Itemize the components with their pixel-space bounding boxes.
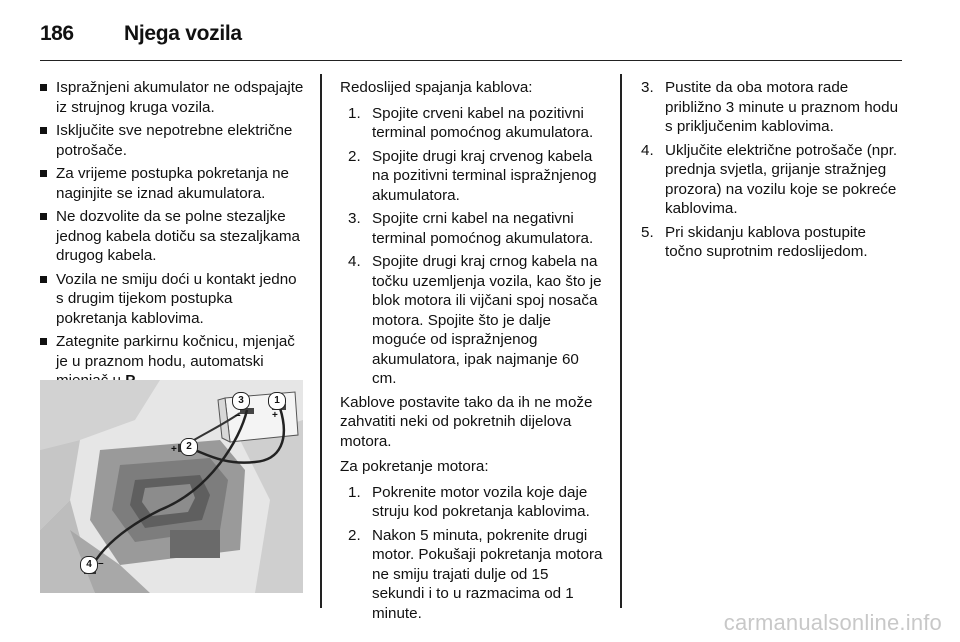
list-item: 4. Spojite drugi kraj crnog kabela na točku uzemljenja vozila, kao što je blok motora ili vijčani spoj nosača motora. Spojite što je dalje moguće od ispražnjenog akumulatora, ipak najmanje 60 cm.: [348, 253, 602, 387]
connection-order-heading: Redoslijed spajanja kablova:: [340, 79, 533, 96]
list-item: 5. Pri skidanju kablova postupite točno suprotnim redoslijedom.: [641, 223, 868, 260]
plus-sign-1: +: [272, 410, 278, 421]
minus-sign-4: –: [98, 558, 104, 569]
page-title: Njega vozila: [124, 22, 242, 45]
bullet-square-icon: [40, 84, 47, 91]
column-left: [40, 78, 305, 395]
cable-placement-paragraph: Kablove postavite tako da ih ne može zahvatiti neki od pokretnih dijelova motora.: [340, 393, 593, 450]
callout-4: 4: [80, 556, 98, 574]
list-item: Isključite sve nepotrebne električne potrošače.: [40, 121, 305, 160]
start-engine-steps: [340, 483, 604, 624]
list-item: 4. Uključite električne potrošače (npr. prednja svjetla, grijanje stražnjeg prozora) na vozilu koje se pokreće kablovima.: [641, 141, 898, 217]
safety-bullet-list: [40, 78, 305, 391]
list-item: 3. Pustite da oba motora rade približno 3 minute u praznom hodu s priključenim kablovima.: [641, 79, 899, 135]
jump-start-illustration: [40, 380, 303, 593]
list-item: 2. Spojite drugi kraj crvenog kabela na pozitivni terminal ispražnjenog akumulatora.: [348, 147, 597, 204]
callout-2: 2: [180, 438, 198, 456]
list-item: Za vrijeme postupka pokretanja ne naginjite se iznad akumulatora.: [40, 164, 305, 203]
column-middle: [340, 78, 604, 627]
start-engine-heading: Za pokretanje motora:: [340, 458, 489, 475]
page-number: 186: [40, 22, 74, 45]
column-divider: [620, 74, 622, 608]
list-item: 2. Nakon 5 minuta, pokrenite drugi motor. Pokušaji pokretanja motora ne smiju trajati dulje od 15 sekundi i to u razmacima od 1 minute.: [348, 526, 603, 622]
bullet-square-icon: [40, 338, 47, 345]
column-divider: [320, 74, 322, 608]
bullet-square-icon: [40, 127, 47, 134]
list-item: 1. Spojite crveni kabel na pozitivni terminal pomoćnog akumulatora.: [348, 104, 594, 141]
bullet-square-icon: [40, 213, 47, 220]
start-engine-steps-continued: [641, 78, 903, 262]
page-header: [40, 18, 902, 61]
list-item: Zategnite parkirnu kočnicu, mjenjač je u praznom hodu, automatski: [40, 332, 305, 391]
column-right: [641, 78, 903, 266]
callout-1: 1: [268, 392, 286, 410]
list-item: Ispražnjeni akumulator ne odspajajte iz strujnog kruga vozila.: [40, 78, 305, 117]
list-item: 1. Pokrenite motor vozila koje daje struju kod pokretanja kablovima.: [348, 483, 590, 520]
bullet-square-icon: [40, 170, 47, 177]
connection-steps: [340, 104, 604, 389]
watermark: carmanualsonline.info: [723, 610, 942, 635]
plus-sign-2: +: [171, 444, 177, 455]
list-item: Ne dozvolite da se polne stezaljke jednog kabela dotiču sa stezaljkama drugog kabela.: [40, 207, 305, 266]
bullet-square-icon: [40, 276, 47, 283]
callout-3: 3: [232, 392, 250, 410]
list-item: 3. Spojite crni kabel na negativni terminal pomoćnog akumulatora.: [348, 210, 594, 247]
minus-sign-3: –: [235, 410, 241, 421]
list-item: Vozila ne smiju doći u kontakt jedno s drugim tijekom postupka pokretanja kablovima.: [40, 270, 305, 329]
